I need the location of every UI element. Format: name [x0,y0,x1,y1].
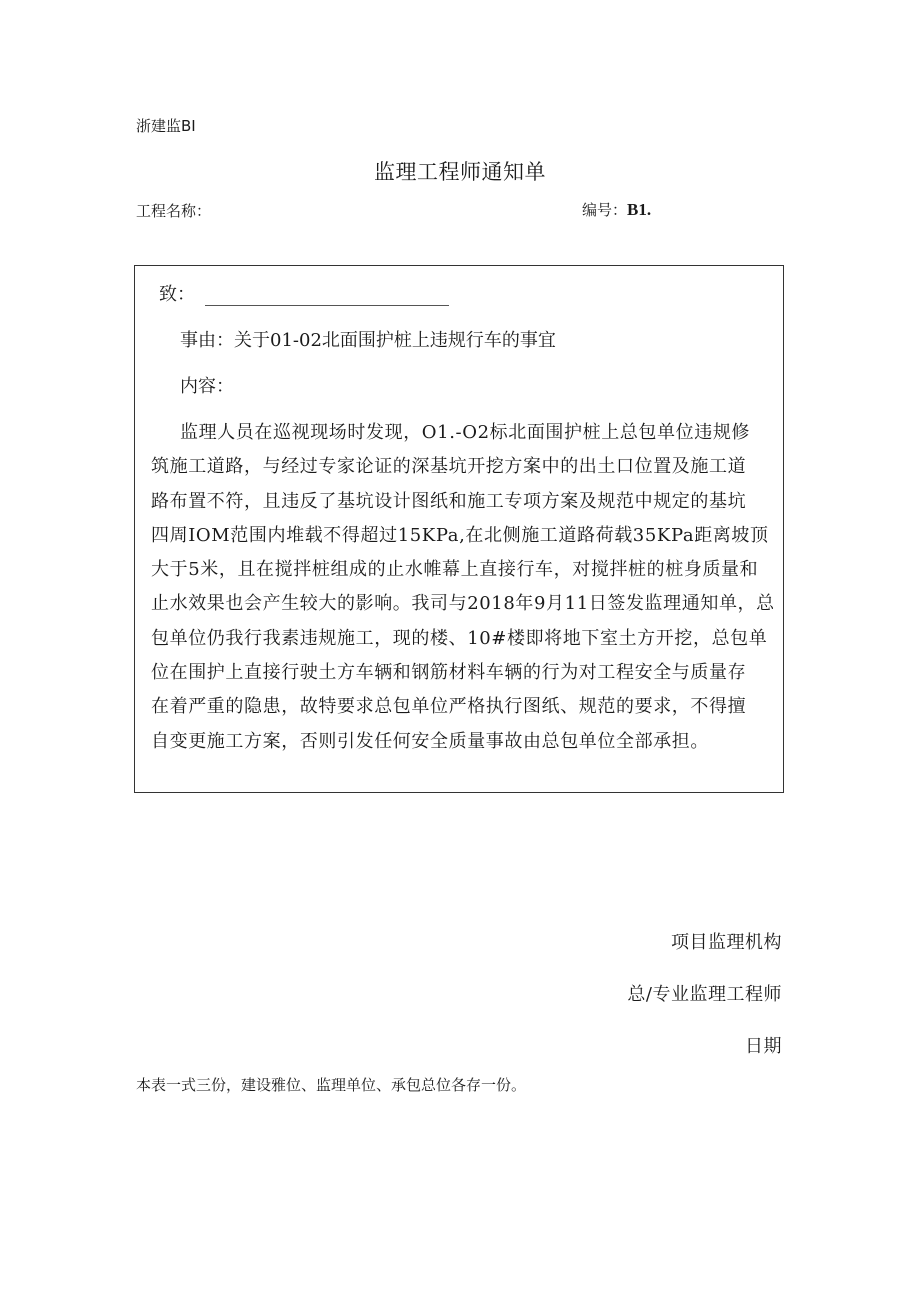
signature-organization: 项目监理机构 [671,932,782,953]
recipient-blank [205,287,449,306]
content-label: 内容： [180,376,234,397]
notice-body [151,416,781,759]
body-line: 筑施工道路，与经过专家论证的深基坑开挖方案中的出土口位置及施工道 [151,456,747,478]
document-number-value: B1. [627,200,652,219]
recipient-line [159,280,449,306]
signature-date: 日期 [745,1036,782,1057]
body-line: 在着严重的隐患，故特要求总包单位严格执行图纸、规范的要求，不得擅 [151,696,747,718]
document-number-label: 编号： [582,201,628,219]
body-line: 位在围护上直接行驶土方车辆和钢筋材料车辆的行为对工程安全与质量存 [151,662,747,684]
subject-line: 事由：关于01-02北面围护桩上违规行车的事宜 [180,330,556,351]
body-line: 自变更施工方案，否则引发任何安全质量事故由总包单位全部承担。 [151,730,709,752]
body-line: 四周IOM范围内堆载不得超过15KPa,在北侧施工道路荷载35KPa距离坡顶 [151,524,769,546]
document-title: 监理工程师通知单 [374,160,546,184]
notice-box [134,265,784,793]
document-number [582,199,651,220]
body-line: 监理人员在巡视现场时发现，O1.-O2标北面围护桩上总包单位违规修 [180,422,751,443]
body-line: 止水效果也会产生较大的影响。我司与2018年9月11日签发监理通知单，总 [151,593,775,615]
body-line: 大于5米，且在搅拌桩组成的止水帷幕上直接行车，对搅拌桩的桩身质量和 [151,559,759,581]
project-name-label: 工程名称： [136,202,212,220]
recipient-label: 致： [159,284,195,305]
body-line: 包单位仍我行我素违规施工，现的楼、10#楼即将地下室土方开挖，总包单 [151,627,768,649]
form-code: 浙建监BI [136,117,196,135]
body-line: 路布置不符，且违反了基坑设计图纸和施工专项方案及规范中规定的基坑 [151,490,747,512]
signature-engineer: 总/专业监理工程师 [627,984,782,1005]
footnote: 本表一式三份，建设雅位、监理单位、承包总位各存一份。 [136,1076,527,1094]
